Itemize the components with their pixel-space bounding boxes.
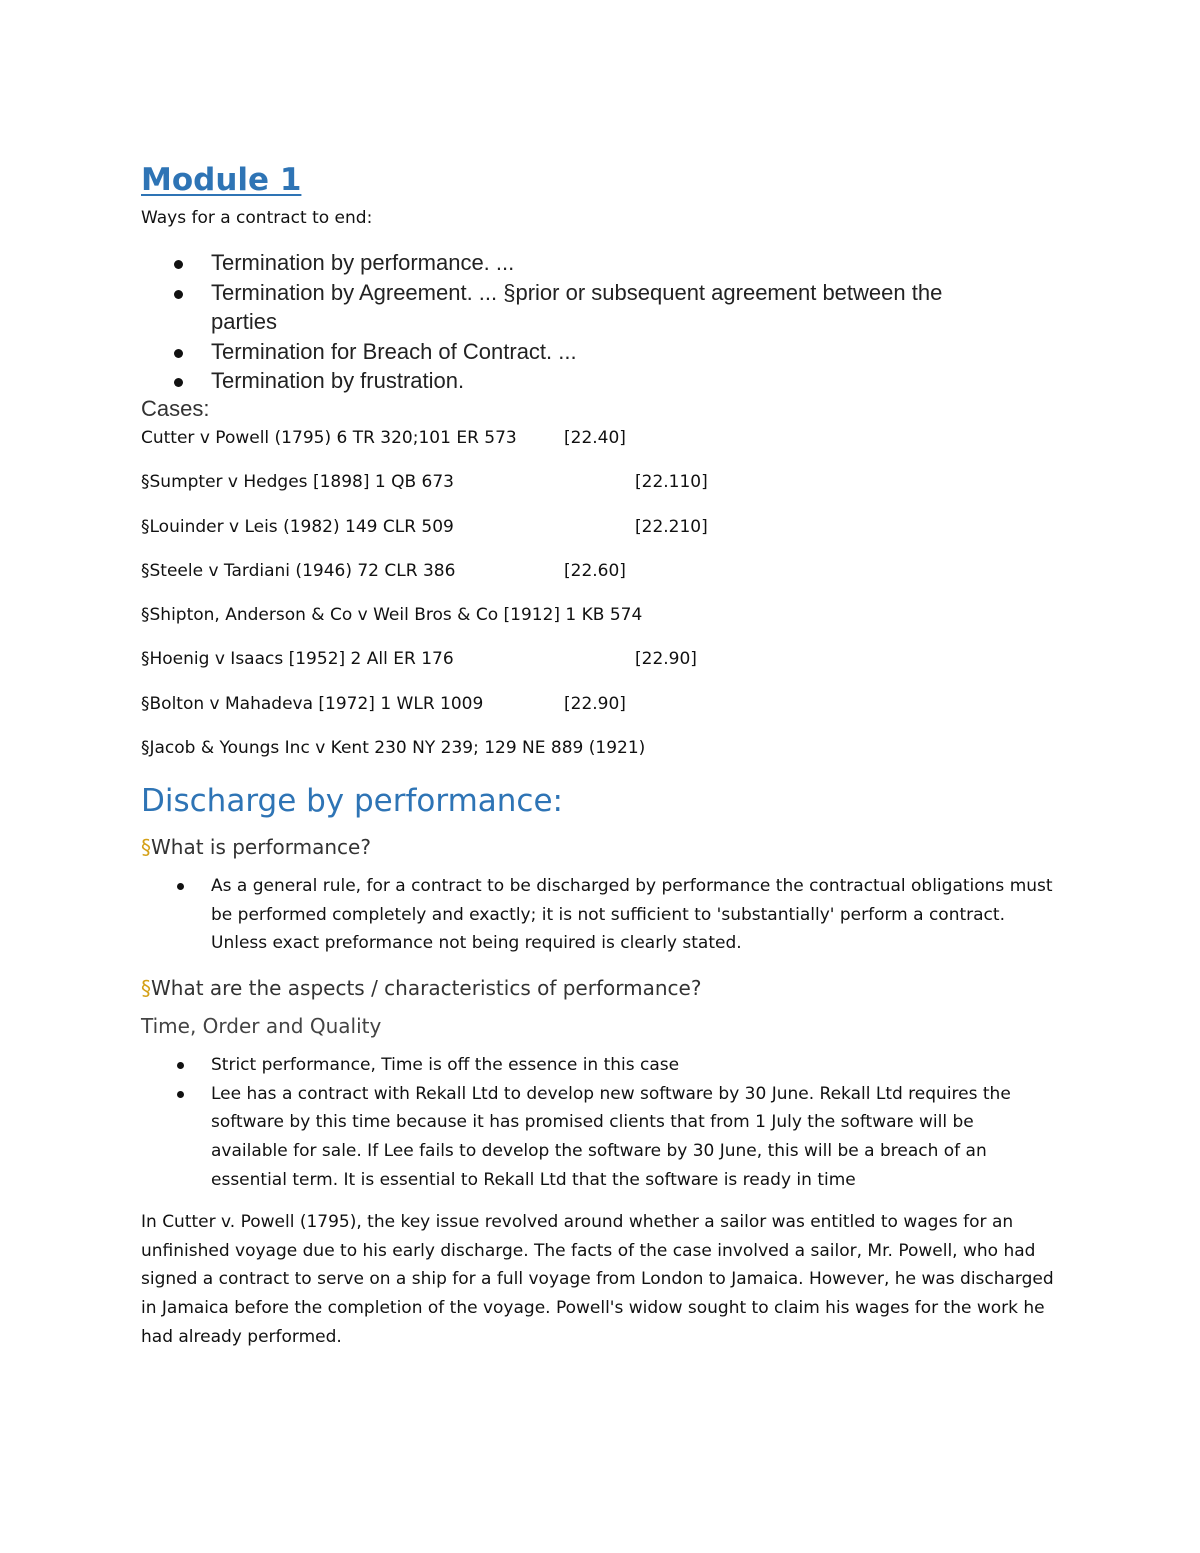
performance-rule-list xyxy=(174,872,1054,958)
case-citation: [22.60] xyxy=(564,561,626,581)
section-heading: Discharge by performance: xyxy=(141,783,563,819)
subheading: Time, Order and Quality xyxy=(141,1014,382,1038)
case-summary-paragraph: In Cutter v. Powell (1795), the key issue revolved around whether a sailor was entitled to wages for an unfinished voyage due to his early discharge. The facts of the case involved a sailor, Mr. Powell, who had signed a contract to serve on a ship for a full voyage from London to Jamaica. However, he was discharged in Jamaica before the completion of the voyage. Powell's widow sought to claim his wages for the work he had already performed. xyxy=(141,1212,1054,1347)
section-mark: § xyxy=(141,976,151,1000)
case-name: Cutter v Powell (1795) 6 TR 320;101 ER 573 xyxy=(141,428,517,448)
bullet-icon xyxy=(174,378,183,387)
case-entry xyxy=(141,472,708,492)
question-text: What are the aspects / characteristics of performance? xyxy=(151,976,702,1000)
case-name: §Sumpter v Hedges [1898] 1 QB 673 xyxy=(141,472,454,492)
bullet-icon xyxy=(174,260,183,269)
bullet-icon xyxy=(177,883,184,890)
cases-label: Cases: xyxy=(141,396,210,421)
case-name: §Louinder v Leis (1982) 149 CLR 509 xyxy=(141,517,454,537)
case-entry xyxy=(141,738,645,758)
question-heading xyxy=(141,976,701,1000)
question-text: What is performance? xyxy=(151,835,371,859)
list-item: Lee has a contract with Rekall Ltd to develop new software by 30 June. Rekall Ltd requires the software by this time because it has promised clients that from 1 July the software will be available for sale. If Lee fails to develop the software by 30 June, this will be a breach of an essential term. It is essential to Rekall Ltd that the software is ready in time xyxy=(174,1080,1054,1195)
case-entry xyxy=(141,517,708,537)
case-name: §Steele v Tardiani (1946) 72 CLR 386 xyxy=(141,561,456,581)
case-citation: [22.90] xyxy=(635,649,697,669)
intro-line: Ways for a contract to end: xyxy=(141,208,373,228)
list-item: Strict performance, Time is off the essence in this case xyxy=(174,1051,1054,1080)
case-name: §Jacob & Youngs Inc v Kent 230 NY 239; 129 NE 889 (1921) xyxy=(141,738,646,758)
module-title: Module 1 xyxy=(141,162,302,198)
section-mark: § xyxy=(141,835,151,859)
document-page: Module 1 Ways for a contract to end: Termination by performance. ... Termination by Agreement. ... §prior or subsequent agreement between the parties Termination for Breach of Contract. ... Termination by frustration. Cases: Cutter v Powell (1795) 6 TR 320;101 ER 573 [22.40] §Sumpter v Hedges [1898] 1 QB 673 [22.110] §Louinder v Leis (1982) 149 CLR 509 [22.210] §Steele v Tardiani (1946) 72 CLR 386 [22.60] §Shipton, Anderson & Co v Weil Bros & Co [1912] 1 KB 574 §Hoenig v Isaacs [1952] 2 All ER 176 [22.90] §Bolton v Mahadeva [1972] 1 WLR 1009 [22.90] §Jacob & Youngs Inc v Kent 230 NY 239; 129 NE 889 (1921) Discharge by performance: §What is performance? As a general rule, for a contract to be discharged by performance the contractual obligations must be performed completely and exactly; it is not sufficient to 'substantially' perform a contract. Unless exact preformance not being required is clearly stated. §What are the aspects / characteristics of performance? Time, Order and Quality Strict performance, Time is off the essence in this case Lee has a contract with Rekall Ltd to develop new software by 30 June. Rekall Ltd requires the software by this time because it has promised clients that from 1 July the software will be available for sale. If Lee fails to develop the software by 30 June, this will be a breach of an essential term. It is essential to Rekall Ltd that the software is ready in time In Cutter v. Powell (1795), the key issue revolved around whether a sailor was entitled to wages for an unfinished voyage due to his early discharge. The facts of the case involved a sailor, Mr. Powell, who had signed a contract to serve on a ship for a full voyage from London to Jamaica. However, he was discharged in Jamaica before the completion of the voyage. Powell's widow sought to claim his wages for the work he had already performed. xyxy=(0,0,1200,1553)
case-entry xyxy=(141,561,626,581)
case-citation: [22.210] xyxy=(635,517,708,537)
case-entry xyxy=(141,428,626,448)
bullet-icon xyxy=(174,349,183,358)
time-order-quality-list xyxy=(174,1051,1054,1195)
case-name: §Shipton, Anderson & Co v Weil Bros & Co [1912] 1 KB 574 xyxy=(141,605,643,625)
bullet-icon xyxy=(177,1091,184,1098)
case-entry xyxy=(141,694,626,714)
case-citation: [22.40] xyxy=(564,428,626,448)
case-entry xyxy=(141,649,697,669)
question-heading xyxy=(141,835,371,859)
case-citation: [22.90] xyxy=(564,694,626,714)
case-citation: [22.110] xyxy=(635,472,708,492)
case-name: §Hoenig v Isaacs [1952] 2 All ER 176 xyxy=(141,649,454,669)
bullet-icon xyxy=(177,1062,184,1069)
case-entry xyxy=(141,605,642,625)
case-name: §Bolton v Mahadeva [1972] 1 WLR 1009 xyxy=(141,694,484,714)
list-item: As a general rule, for a contract to be discharged by performance the contractual obligations must be performed completely and exactly; it is not sufficient to 'substantially' perform a contract. Unless exact preformance not being required is clearly stated. xyxy=(174,872,1054,958)
bullet-icon xyxy=(174,290,183,299)
